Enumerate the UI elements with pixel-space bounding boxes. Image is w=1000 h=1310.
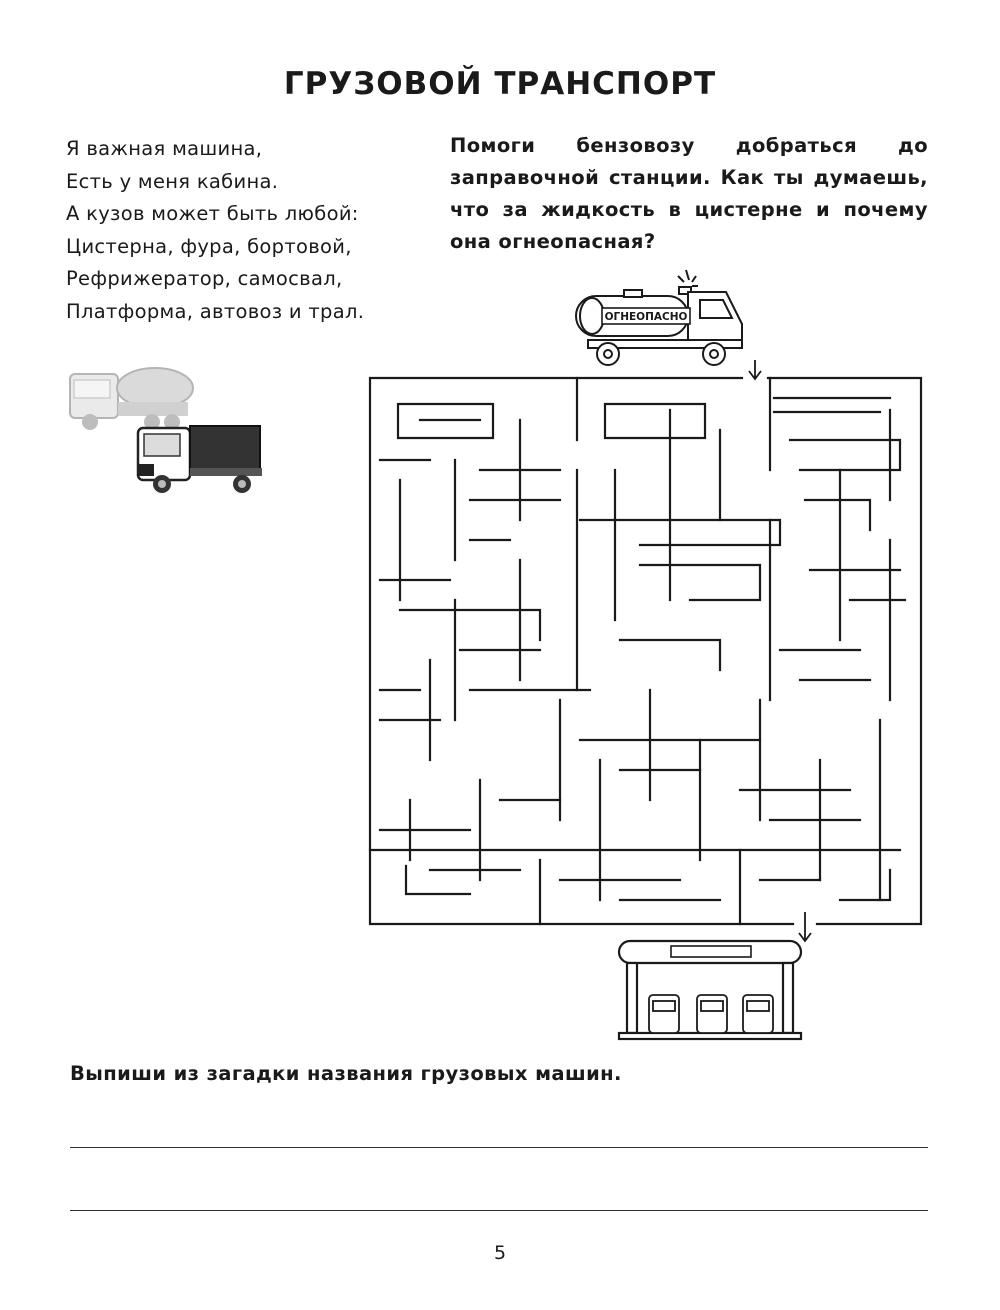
entrance-arrow-icon [749, 360, 761, 379]
answer-line[interactable] [70, 1210, 928, 1211]
poem-line: А кузов может быть любой: [66, 202, 359, 225]
poem-line: Я важная машина, [66, 137, 263, 160]
maze-walls [370, 378, 921, 924]
maze[interactable] [360, 360, 940, 950]
fuel-pumps-icon [649, 995, 773, 1033]
tanker-label: ОГНЕОПАСНО [604, 311, 688, 323]
writing-task-prompt: Выпиши из загадки названия грузовых машин. [70, 1062, 622, 1085]
box-truck-icon [138, 426, 262, 493]
trucks-illustration [60, 360, 270, 500]
poem-line: Рефрижератор, самосвал, [66, 267, 343, 290]
poem-line: Цистерна, фура, бортовой, [66, 234, 352, 258]
siren-lines [678, 270, 698, 286]
maze-task-text: Помоги бензовозу добраться до заправочной станции. Как ты думаешь, что за жидкость в цистерне и почему она огнеопасная? [450, 134, 928, 253]
page-title: ГРУЗОВОЙ ТРАНСПОРТ [283, 66, 717, 102]
poem-line: Есть у меня кабина. [66, 169, 279, 193]
mixer-truck-icon [70, 368, 193, 430]
answer-line[interactable] [70, 1147, 928, 1148]
page-number: 5 [493, 1242, 507, 1264]
gas-station-illustration [615, 935, 805, 1045]
poem-line: Платформа, автовоз и трал. [66, 299, 365, 323]
fuel-tanker-illustration [568, 262, 758, 372]
riddle-poem [66, 133, 396, 328]
